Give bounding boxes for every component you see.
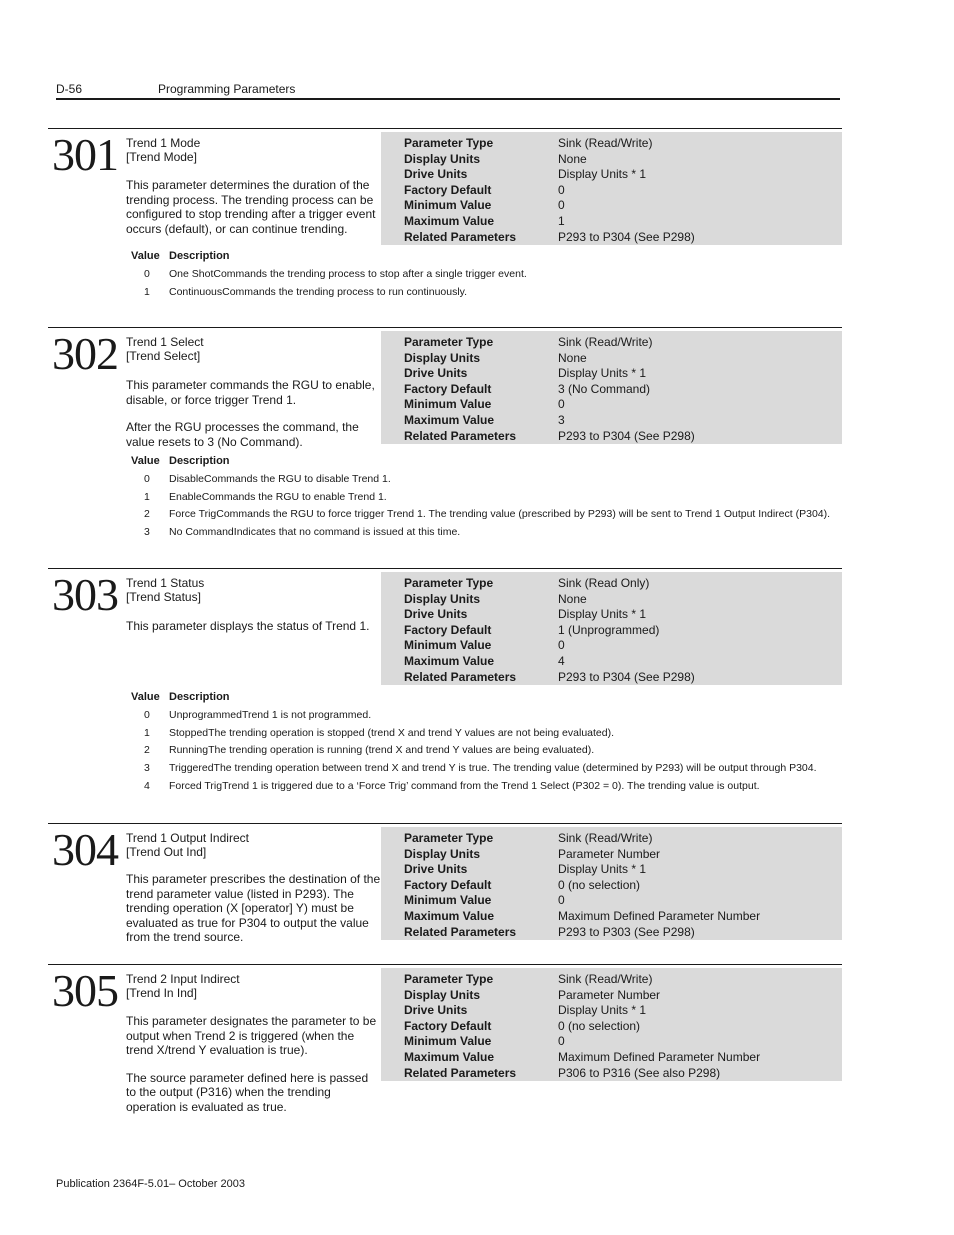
param-title bbox=[126, 335, 204, 363]
attr-value: Parameter Number bbox=[558, 987, 661, 1002]
attr-value: P293 to P304 (See P298) bbox=[558, 428, 695, 443]
attr-row bbox=[381, 638, 842, 654]
attr-label: Maximum Value bbox=[404, 412, 495, 427]
param-number: 303 bbox=[52, 569, 118, 620]
attr-label: Related Parameters bbox=[404, 428, 517, 443]
param-attributes-table bbox=[381, 331, 842, 444]
section-rule bbox=[48, 128, 842, 129]
param-description bbox=[126, 872, 381, 958]
attr-row bbox=[381, 988, 842, 1004]
attr-row bbox=[381, 623, 842, 639]
attr-row bbox=[381, 351, 842, 367]
attr-row bbox=[381, 167, 842, 183]
attr-label: Parameter Type bbox=[404, 335, 494, 349]
param-name: Trend 1 Mode bbox=[126, 136, 201, 150]
param-name: Trend 2 Input Indirect bbox=[126, 972, 240, 986]
attr-value: 0 bbox=[558, 198, 565, 213]
attr-row bbox=[381, 972, 842, 988]
attr-label: Factory Default bbox=[404, 877, 492, 892]
attr-value: Display Units * 1 bbox=[558, 607, 647, 622]
attr-row bbox=[381, 1066, 842, 1082]
attr-row bbox=[381, 925, 842, 941]
attr-row bbox=[381, 136, 842, 152]
attr-value: 0 bbox=[558, 638, 565, 653]
value-table-header bbox=[131, 455, 230, 467]
value-description: TriggeredThe trending operation between trend X and trend Y is true. The trending value (determined by P293) will be output through P304. bbox=[169, 762, 817, 774]
attr-row bbox=[381, 862, 842, 878]
attr-value: Sink (Read/Write) bbox=[558, 972, 653, 986]
param-number: 305 bbox=[52, 965, 118, 1016]
attr-label: Minimum Value bbox=[404, 198, 492, 213]
attr-row bbox=[381, 230, 842, 246]
attr-value: None bbox=[558, 151, 587, 166]
attr-label: Factory Default bbox=[404, 182, 492, 197]
value-row bbox=[144, 762, 817, 774]
attr-value: Sink (Read/Write) bbox=[558, 831, 653, 845]
attr-label: Factory Default bbox=[404, 381, 492, 396]
attr-value: Display Units * 1 bbox=[558, 366, 647, 381]
param-name: Trend 1 Output Indirect bbox=[126, 831, 249, 845]
value-description: Force TrigCommands the RGU to force trigger Trend 1. The trending value (prescribed by P293) will be sent to Trend 1 Output Indirect (P304). bbox=[169, 508, 831, 520]
value-description: UnprogrammedTrend 1 is not programmed. bbox=[169, 709, 372, 721]
attr-label: Drive Units bbox=[404, 607, 468, 622]
attr-label: Parameter Type bbox=[404, 136, 494, 150]
attr-value: 0 bbox=[558, 893, 565, 908]
attr-label: Maximum Value bbox=[404, 908, 495, 923]
attr-value: 4 bbox=[558, 653, 565, 668]
attr-value: 0 bbox=[558, 397, 565, 412]
value-row bbox=[144, 286, 467, 298]
attr-label: Parameter Type bbox=[404, 972, 494, 986]
value-col-header: Value bbox=[131, 250, 160, 262]
description-paragraph: This parameter displays the status of Trend 1. bbox=[126, 619, 370, 633]
param-name: Trend 1 Select bbox=[126, 335, 204, 349]
section-rule bbox=[48, 964, 842, 965]
param-attributes-table bbox=[381, 132, 842, 245]
value-code: 0 bbox=[144, 709, 150, 721]
attr-row bbox=[381, 152, 842, 168]
value-row bbox=[144, 508, 830, 520]
param-short-name: [Trend Mode] bbox=[126, 150, 197, 164]
attr-label: Related Parameters bbox=[404, 669, 517, 684]
attr-row bbox=[381, 413, 842, 429]
attr-label: Display Units bbox=[404, 350, 481, 365]
attr-row bbox=[381, 198, 842, 214]
param-short-name: [Trend Out Ind] bbox=[126, 845, 207, 859]
attr-row bbox=[381, 214, 842, 230]
value-row bbox=[144, 780, 760, 792]
attr-value: 0 bbox=[558, 182, 565, 197]
value-row bbox=[144, 473, 391, 485]
attr-value: Parameter Number bbox=[558, 846, 661, 861]
attr-value: 3 (No Command) bbox=[558, 381, 651, 396]
description-paragraph: This parameter designates the parameter to be output when Trend 2 is triggered (when the trend X/trend Y evaluation is true). bbox=[126, 1014, 377, 1057]
value-code: 3 bbox=[144, 526, 150, 538]
value-code: 2 bbox=[144, 744, 150, 756]
attr-label: Maximum Value bbox=[404, 1049, 495, 1064]
value-code: 1 bbox=[144, 286, 150, 298]
attr-label: Factory Default bbox=[404, 1018, 492, 1033]
value-code: 0 bbox=[144, 268, 150, 280]
attr-row bbox=[381, 909, 842, 925]
value-row bbox=[144, 744, 594, 756]
attr-value: None bbox=[558, 350, 587, 365]
attr-row bbox=[381, 1034, 842, 1050]
value-description: StoppedThe trending operation is stopped (trend X and trend Y values are not being evaluated). bbox=[169, 727, 615, 739]
attr-label: Related Parameters bbox=[404, 924, 517, 939]
value-col-header: Value bbox=[131, 691, 160, 703]
attr-row bbox=[381, 878, 842, 894]
value-code: 2 bbox=[144, 508, 150, 520]
value-description: ContinuousCommands the trending process to run continuously. bbox=[169, 286, 468, 298]
description-col-header: Description bbox=[169, 455, 230, 467]
value-code: 1 bbox=[144, 491, 150, 503]
attr-row bbox=[381, 335, 842, 351]
attr-row bbox=[381, 1019, 842, 1035]
value-code: 3 bbox=[144, 762, 150, 774]
value-description: DisableCommands the RGU to disable Trend 1. bbox=[169, 473, 391, 485]
attr-row bbox=[381, 893, 842, 909]
param-number: 304 bbox=[52, 824, 118, 875]
description-col-header: Description bbox=[169, 250, 230, 262]
attr-value: Sink (Read Only) bbox=[558, 576, 650, 590]
attr-value: P293 to P304 (See P298) bbox=[558, 669, 695, 684]
attr-value: Display Units * 1 bbox=[558, 862, 647, 877]
attr-label: Maximum Value bbox=[404, 213, 495, 228]
attr-value: 0 (no selection) bbox=[558, 877, 641, 892]
attr-value: 3 bbox=[558, 412, 565, 427]
attr-label: Display Units bbox=[404, 591, 481, 606]
attr-row bbox=[381, 592, 842, 608]
param-attributes-table bbox=[381, 968, 842, 1081]
attr-label: Drive Units bbox=[404, 1003, 468, 1018]
attr-row bbox=[381, 397, 842, 413]
attr-row bbox=[381, 670, 842, 686]
value-code: 4 bbox=[144, 780, 150, 792]
attr-value: Sink (Read/Write) bbox=[558, 136, 653, 150]
param-description bbox=[126, 178, 381, 249]
attr-label: Related Parameters bbox=[404, 1065, 517, 1080]
value-description: RunningThe trending operation is running (trend X and trend Y values are being evaluated). bbox=[169, 744, 595, 756]
attr-label: Factory Default bbox=[404, 622, 492, 637]
attr-row bbox=[381, 429, 842, 445]
description-paragraph: This parameter commands the RGU to enable, disable, or force trigger Trend 1. bbox=[126, 378, 375, 407]
attr-label: Maximum Value bbox=[404, 653, 495, 668]
value-description: No CommandIndicates that no command is issued at this time. bbox=[169, 526, 461, 538]
attr-label: Minimum Value bbox=[404, 893, 492, 908]
attr-value: Display Units * 1 bbox=[558, 167, 647, 182]
attr-label: Display Units bbox=[404, 151, 481, 166]
param-title bbox=[126, 831, 249, 859]
attr-label: Minimum Value bbox=[404, 397, 492, 412]
attr-label: Display Units bbox=[404, 846, 481, 861]
attr-label: Drive Units bbox=[404, 366, 468, 381]
param-title bbox=[126, 576, 204, 604]
attr-value: 1 (Unprogrammed) bbox=[558, 622, 660, 637]
page-number: D-56 bbox=[56, 82, 83, 96]
attr-label: Minimum Value bbox=[404, 1034, 492, 1049]
attr-label: Display Units bbox=[404, 987, 481, 1002]
value-row bbox=[144, 709, 371, 721]
param-name: Trend 1 Status bbox=[126, 576, 205, 590]
param-number: 302 bbox=[52, 328, 118, 379]
page-header-title: Programming Parameters bbox=[158, 82, 296, 96]
attr-label: Parameter Type bbox=[404, 831, 494, 845]
value-code: 1 bbox=[144, 727, 150, 739]
attr-label: Parameter Type bbox=[404, 576, 494, 590]
attr-row bbox=[381, 366, 842, 382]
param-number: 301 bbox=[52, 129, 118, 180]
param-title bbox=[126, 972, 240, 1000]
attr-value: P306 to P316 (See also P298) bbox=[558, 1065, 721, 1080]
attr-row bbox=[381, 576, 842, 592]
value-row bbox=[144, 491, 387, 503]
description-paragraph: This parameter prescribes the destination of the trend parameter value (listed in P293). The trending operation (X [operator] Y) must be evaluated as true for P304 to output the value from the trend source. bbox=[126, 872, 381, 944]
attr-value: Maximum Defined Parameter Number bbox=[558, 908, 761, 923]
value-row bbox=[144, 268, 527, 280]
attr-value: P293 to P303 (See P298) bbox=[558, 924, 695, 939]
param-description bbox=[126, 619, 381, 647]
attr-value: None bbox=[558, 591, 587, 606]
attr-row bbox=[381, 1050, 842, 1066]
param-short-name: [Trend In Ind] bbox=[126, 986, 197, 1000]
param-title bbox=[126, 136, 200, 164]
attr-value: P293 to P304 (See P298) bbox=[558, 229, 695, 244]
description-paragraph: The source parameter defined here is passed to the output (P316) when the trending operation is evaluated as true. bbox=[126, 1070, 369, 1114]
param-description bbox=[126, 1014, 381, 1127]
description-paragraph: This parameter determines the duration of the trending process. The trending process can be configured to stop trending after a trigger event occurs (default), or can continue trending. bbox=[126, 178, 376, 236]
attr-row bbox=[381, 831, 842, 847]
publication-footer: Publication 2364F-5.01– October 2003 bbox=[56, 1178, 245, 1190]
attr-label: Related Parameters bbox=[404, 229, 517, 244]
header-rule bbox=[56, 98, 840, 100]
attr-label: Minimum Value bbox=[404, 638, 492, 653]
attr-row bbox=[381, 183, 842, 199]
param-attributes-table bbox=[381, 572, 842, 685]
description-paragraph: After the RGU processes the command, the value resets to 3 (No Command). bbox=[126, 420, 359, 449]
attr-row bbox=[381, 654, 842, 670]
param-short-name: [Trend Status] bbox=[126, 590, 201, 604]
attr-row bbox=[381, 607, 842, 623]
value-table-header bbox=[131, 250, 230, 262]
value-row bbox=[144, 727, 614, 739]
param-short-name: [Trend Select] bbox=[126, 349, 201, 363]
attr-row bbox=[381, 1003, 842, 1019]
value-col-header: Value bbox=[131, 455, 160, 467]
value-table-header bbox=[131, 691, 230, 703]
param-description bbox=[126, 378, 381, 462]
value-description: EnableCommands the RGU to enable Trend 1. bbox=[169, 491, 387, 503]
value-description: Forced TrigTrend 1 is triggered due to a ‘Force Trig’ command from the Trend 1 Select (P302 = 0). The trending value is output. bbox=[169, 780, 760, 792]
value-row bbox=[144, 526, 460, 538]
attr-value: 1 bbox=[558, 213, 565, 228]
section-rule bbox=[48, 568, 842, 569]
attr-value: 0 (no selection) bbox=[558, 1018, 641, 1033]
value-code: 0 bbox=[144, 473, 150, 485]
section-rule bbox=[48, 327, 842, 328]
param-attributes-table bbox=[381, 827, 842, 940]
value-description: One ShotCommands the trending process to stop after a single trigger event. bbox=[169, 268, 527, 280]
attr-value: 0 bbox=[558, 1034, 565, 1049]
attr-value: Sink (Read/Write) bbox=[558, 335, 653, 349]
attr-label: Drive Units bbox=[404, 862, 468, 877]
attr-value: Display Units * 1 bbox=[558, 1003, 647, 1018]
attr-row bbox=[381, 847, 842, 863]
section-rule bbox=[48, 823, 842, 824]
attr-row bbox=[381, 382, 842, 398]
attr-value: Maximum Defined Parameter Number bbox=[558, 1049, 761, 1064]
description-col-header: Description bbox=[169, 691, 230, 703]
attr-label: Drive Units bbox=[404, 167, 468, 182]
